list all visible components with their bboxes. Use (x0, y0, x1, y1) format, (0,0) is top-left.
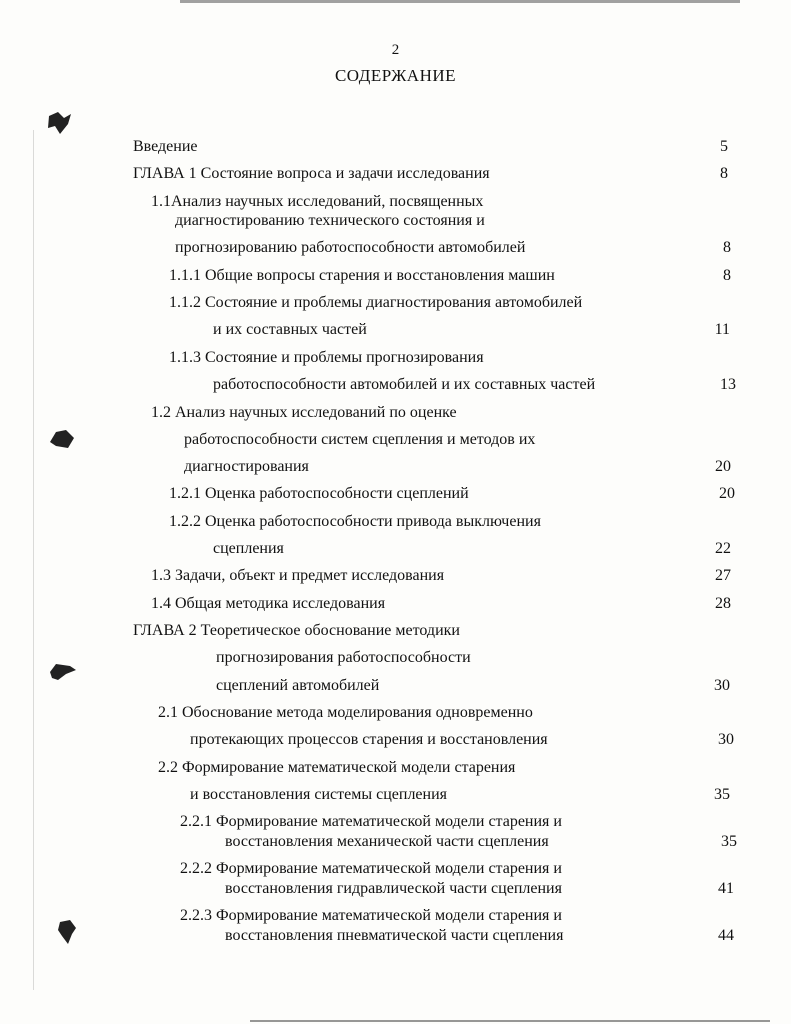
toc-page-number: 8 (720, 165, 728, 182)
toc-section-2-2-2: 2.2.2 Формирование математической модели старения и (180, 860, 562, 877)
toc-section-1-1-2-cont: и их составных частей (213, 321, 367, 338)
toc-page-number: 30 (714, 677, 730, 694)
toc-section-2-2-3-cont: восстановления пневматической части сцепления (225, 927, 564, 944)
toc-section-1-2-2: 1.2.2 Оценка работоспособности привода выключения (169, 513, 541, 530)
toc-page-number: 5 (720, 138, 728, 155)
toc-chapter-2-cont: сцеплений автомобилей (216, 677, 380, 694)
toc-section-1-1-3-cont: работоспособности автомобилей и их составных частей (213, 376, 596, 393)
toc-section-1-1-3: 1.1.3 Состояние и проблемы прогнозирования (169, 349, 484, 366)
toc-section-1-1-cont: диагностированию технического состояния и (175, 212, 485, 229)
toc-section-1-4: 1.4 Общая методика исследования (151, 595, 386, 612)
toc-page-number: 20 (715, 458, 731, 475)
toc-section-1-2-1: 1.2.1 Оценка работоспособности сцеплений (169, 485, 469, 502)
toc-section-1-1-2: 1.1.2 Состояние и проблемы диагностирования автомобилей (169, 294, 583, 311)
toc-section-2-2: 2.2 Формирование математической модели старения (158, 759, 516, 776)
toc-section-1-1: 1.1Анализ научных исследований, посвященных (151, 193, 484, 210)
toc-chapter-2-cont: прогнозирования работоспособности (216, 649, 471, 666)
page-number: 2 (391, 42, 400, 58)
toc-page-number: 13 (720, 376, 736, 393)
toc-section-1-1-1: 1.1.1 Общие вопросы старения и восстановления машин (169, 267, 555, 284)
toc-page-number: 35 (714, 786, 730, 803)
toc-page-number: 22 (715, 540, 731, 557)
toc-section-1-2-cont: диагностирования (184, 458, 309, 475)
toc-section-2-2-1-cont: восстановления механической части сцепления (225, 833, 549, 850)
toc-section-2-2-1: 2.2.1 Формирование математической модели старения и (180, 813, 562, 830)
toc-section-1-1-cont: прогнозированию работоспособности автомобилей (175, 239, 526, 256)
toc-section-1-2: 1.2 Анализ научных исследований по оценке (151, 404, 457, 421)
page-title: СОДЕРЖАНИЕ (334, 66, 457, 85)
toc-page-number: 44 (718, 927, 734, 944)
toc-section-1-2-cont: работоспособности систем сцепления и методов их (184, 431, 536, 448)
toc-page-number: 11 (714, 321, 730, 338)
toc-page-number: 8 (723, 267, 731, 284)
toc-section-1-3: 1.3 Задачи, объект и предмет исследования (151, 567, 445, 584)
toc-section-1-2-2-cont: сцепления (213, 540, 284, 557)
toc-page-number: 27 (715, 567, 731, 584)
toc-page-number: 35 (721, 833, 737, 850)
toc-chapter-1: ГЛАВА 1 Состояние вопроса и задачи исследования (133, 165, 490, 182)
toc-page-number: 28 (715, 595, 731, 612)
toc-page-number: 8 (723, 239, 731, 256)
toc-page-number: 41 (718, 880, 734, 897)
toc-section-2-2-2-cont: восстановления гидравлической части сцепления (225, 880, 562, 897)
toc-section-2-1: 2.1 Обоснование метода моделирования одновременно (158, 704, 533, 721)
toc-section-2-2-cont: и восстановления системы сцепления (190, 786, 448, 803)
toc-entry-intro: Введение (133, 138, 198, 155)
toc-chapter-2: ГЛАВА 2 Теоретическое обоснование методики (133, 622, 460, 639)
toc-section-2-2-3: 2.2.3 Формирование математической модели старения и (180, 907, 562, 924)
toc-page-number: 20 (719, 485, 735, 502)
toc-page-number: 30 (718, 731, 734, 748)
toc-section-2-1-cont: протекающих процессов старения и восстановления (190, 731, 548, 748)
